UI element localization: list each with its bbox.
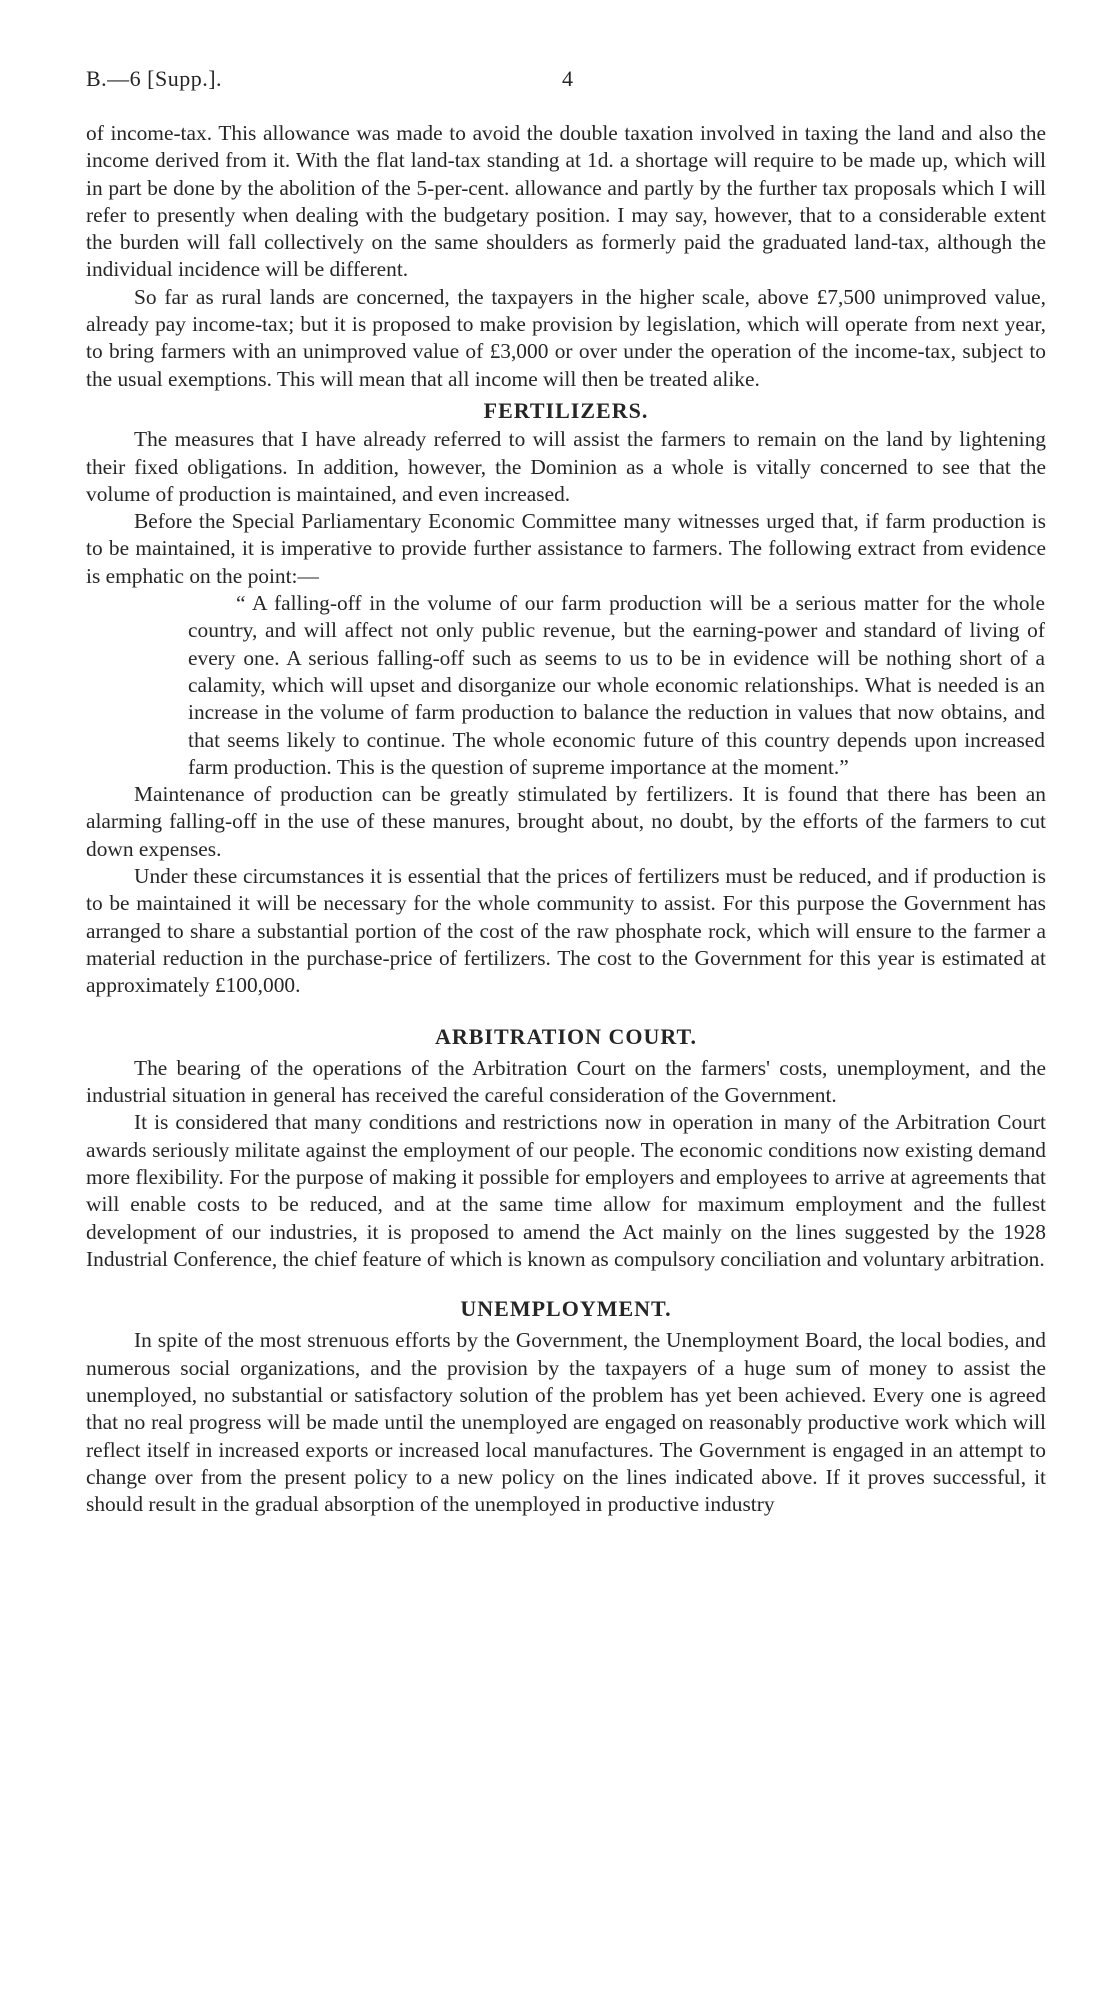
section-heading-unemployment: UNEMPLOYMENT.	[460, 1296, 672, 1322]
paragraph-maintenance-of-production: Maintenance of production can be greatly stimulated by fertilizers. It is found that there has been an alarming falling-off in the use of these manures, brought about, no doubt, by the efforts of the farmers to cut down expenses.	[86, 782, 1046, 861]
document-reference: B.—6 [Supp.].	[86, 66, 223, 91]
paragraph-rural-lands: So far as rural lands are concerned, the taxpayers in the higher scale, above £7,500 unimproved value, already pay income-tax; but it is proposed to make provision by legislation, which will operate from next year, to bring farmers with an unimproved value of £3,000 or over under the operation of the income-tax, subject to the usual exemptions. This will mean that all income will then be treated alike.	[86, 284, 1046, 391]
paragraph-arbitration-conditions: It is considered that many conditions and restrictions now in operation in many of the Arbitration Court awards seriously militate against the employment of our people. The economic conditions now existing demand more flexibility. For the purpose of making it possible for employers and employees to arrive at agreements that will enable costs to be reduced, and at the same time allow for maximum employment and the fullest development of our industries, it is proposed to amend the Act mainly on the lines suggested by the 1928 Industrial Conference, the chief feature of which is known as compulsory conciliation and voluntary arbitration.	[86, 1110, 1046, 1271]
paragraph-income-tax-continued: of income-tax. This allowance was made to avoid the double taxation involved in taxing the land and also the income derived from it. With the flat land-tax standing at 1d. a shortage will require to be made up, which will in part be done by the abolition of the 5-per-cent. allowance and partly by the further tax proposals which I will refer to presently when dealing with the budgetary position. I may say, however, that to a considerable extent the burden will fall collectively on the same shoulders as formerly paid the graduated land-tax, although the individual incidence will be different.	[86, 121, 1046, 282]
section-heading-fertilizers: FERTILIZERS.	[483, 397, 649, 423]
paragraph-fertilizer-prices: Under these circumstances it is essential that the prices of fertilizers must be reduced, and if production is to be maintained it will be necessary for the whole community to assist. For this purpose the Government has arranged to share a substantial portion of the cost of the raw phosphate rock, which will ensure to the farmer a material reduction in the purchase-price of fertilizers. The cost to the Government for this year is estimated at approximately £100,000.	[86, 864, 1046, 998]
paragraph-arbitration-bearing: The bearing of the operations of the Arbitration Court on the farmers' costs, unemployment, and the industrial situation in general has received the careful consideration of the Government.	[86, 1055, 1046, 1108]
block-quote-evidence: “ A falling-off in the volume of our farm production will be a serious matter for the whole country, and will affect not only public revenue, but the earning-power and standard of living of every one. A serious falling-off such as seems to us to be in evidence will be nothing short of a calamity, which will upset and disorganize our whole economic relationships. What is needed is an increase in the volume of farm production to balance the reduction in values that now obtains, and that seems likely to continue. The whole economic future of this country depends upon increased farm production. This is the question of supreme importance at the moment.”	[188, 591, 1045, 779]
paragraph-unemployment: In spite of the most strenuous efforts by the Government, the Unemployment Board, the local bodies, and numerous social organizations, and the provision by the taxpayers of a huge sum of money to assist the unemployed, no substantial or satisfactory solution of the problem has yet been achieved. Every one is agreed that no real progress will be made until the unemployed are engaged on reasonably productive work which will reflect itself in increased exports or increased local manufactures. The Government is engaged in an attempt to change over from the present policy to a new policy on the lines indicated above. If it proves successful, it should result in the gradual absorption of the unemployed in productive industry	[86, 1328, 1046, 1517]
section-heading-arbitration-court: ARBITRATION COURT.	[434, 1023, 698, 1049]
paragraph-committee-evidence: Before the Special Parliamentary Economic Committee many witnesses urged that, if farm production is to be maintained, it is imperative to provide further assistance to farmers. The following extract from evidence is emphatic on the point:—	[86, 509, 1046, 588]
paragraph-fertilizers-measures: The measures that I have already referred to will assist the farmers to remain on the land by lightening their fixed obligations. In addition, however, the Dominion as a whole is vitally concerned to see that the volume of production is maintained, and even increased.	[86, 427, 1046, 506]
page-number: 4	[562, 66, 573, 91]
page-header	[86, 66, 1046, 96]
page-body	[86, 120, 1046, 1519]
